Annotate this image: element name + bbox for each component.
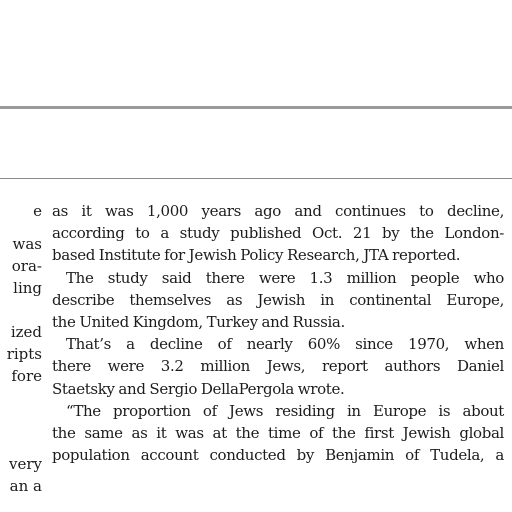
- article-line: population account conducted by Benjamin of Tudela, a: [52, 446, 504, 465]
- article-line: as it was 1,000 years ago and continues to decline,: [52, 202, 504, 220]
- left-column-fragments: [0, 200, 46, 512]
- left-fragment: ized: [10, 323, 42, 341]
- column-top-rule: [0, 178, 512, 179]
- article-line: “The proportion of Jews residing in Europe is about: [66, 401, 504, 420]
- article-line: there were 3.2 million Jews, report authors Daniel: [52, 357, 504, 376]
- article-body: [52, 200, 504, 466]
- left-fragment: e: [33, 202, 42, 220]
- left-fragment: fore: [11, 367, 42, 385]
- left-fragment: an a: [9, 477, 42, 495]
- article-line: describe themselves as Jewish in continental Europe,: [52, 290, 504, 309]
- article-line: according to a study published Oct. 21 by the London-: [52, 224, 504, 243]
- left-fragment: was: [12, 235, 42, 253]
- article-line: The study said there were 1.3 million people who: [66, 268, 504, 287]
- header-rule: [0, 106, 512, 109]
- article-line: the same as it was at the time of the first Jewish global: [52, 423, 504, 442]
- left-fragment: ling: [13, 279, 42, 297]
- article-line: based Institute for Jewish Policy Research, JTA reported.: [52, 246, 461, 265]
- article-line: Staetsky and Sergio DellaPergola wrote.: [52, 379, 345, 398]
- article-line: That’s a decline of nearly 60% since 1970, when: [66, 335, 504, 354]
- left-fragment: very: [9, 455, 42, 473]
- left-fragment: ripts: [6, 345, 42, 363]
- article-line: the United Kingdom, Turkey and Russia.: [52, 312, 345, 331]
- left-fragment: ora-: [11, 257, 42, 275]
